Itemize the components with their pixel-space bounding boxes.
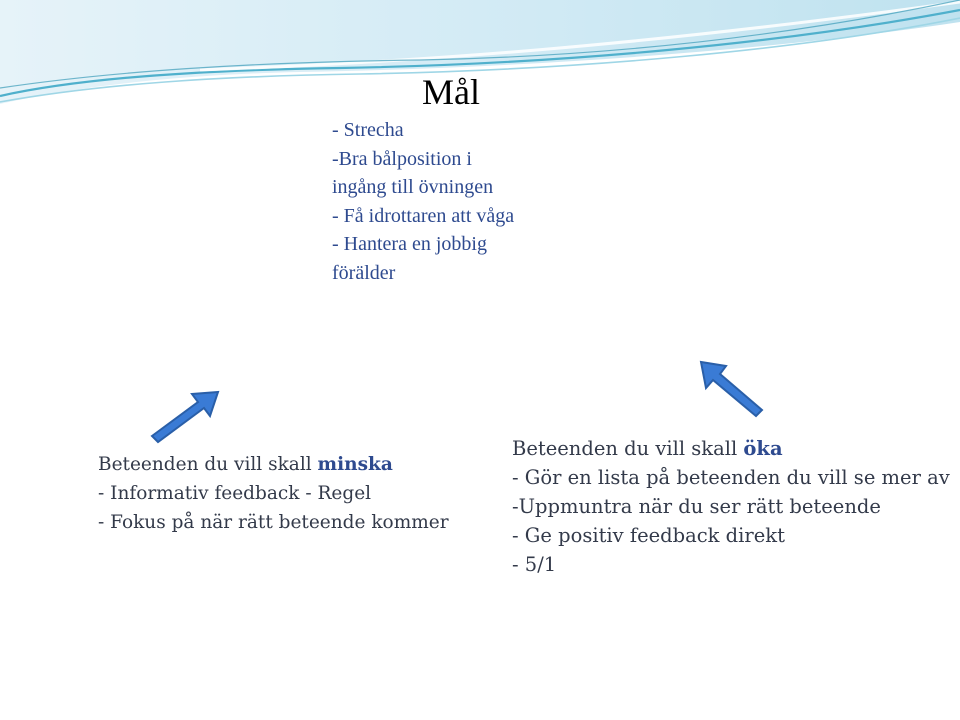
goal-list-item: - Få idrottaren att våga [332,204,515,227]
increase-item: - Ge positiv feedback direkt [512,524,785,547]
goal-list [332,116,514,288]
goal-list-item: förälder [332,261,396,284]
decrease-item: - Informativ feedback - Regel [98,483,372,504]
decrease-heading [98,450,449,479]
increase-item: - 5/1 [512,553,557,576]
increase-item: -Uppmuntra när du ser rätt beteende [512,495,881,518]
goal-list-item: ingång till övningen [332,176,494,199]
decrease-behaviors-block [98,450,449,537]
slide-title: Mål [422,72,480,112]
increase-item: - Gör en lista på beteenden du vill se mer av [512,466,950,489]
decrease-keyword: minska [317,454,393,475]
decrease-heading-text: Beteenden du vill skall [98,454,318,475]
increase-keyword: öka [743,437,783,460]
decrease-item: - Fokus på när rätt beteende kommer [98,512,449,533]
goal-list-item: -Bra bålposition i [332,147,472,170]
increase-heading-text: Beteenden du vill skall [512,437,744,460]
arrow-up-right-icon [148,388,220,448]
increase-behaviors-block [512,434,950,579]
header-wave-decoration [0,0,960,110]
goal-list-item: - Hantera en jobbig [332,233,487,256]
goal-list-item: - Strecha [332,119,404,141]
increase-heading [512,434,950,463]
arrow-up-left-icon [698,358,766,420]
